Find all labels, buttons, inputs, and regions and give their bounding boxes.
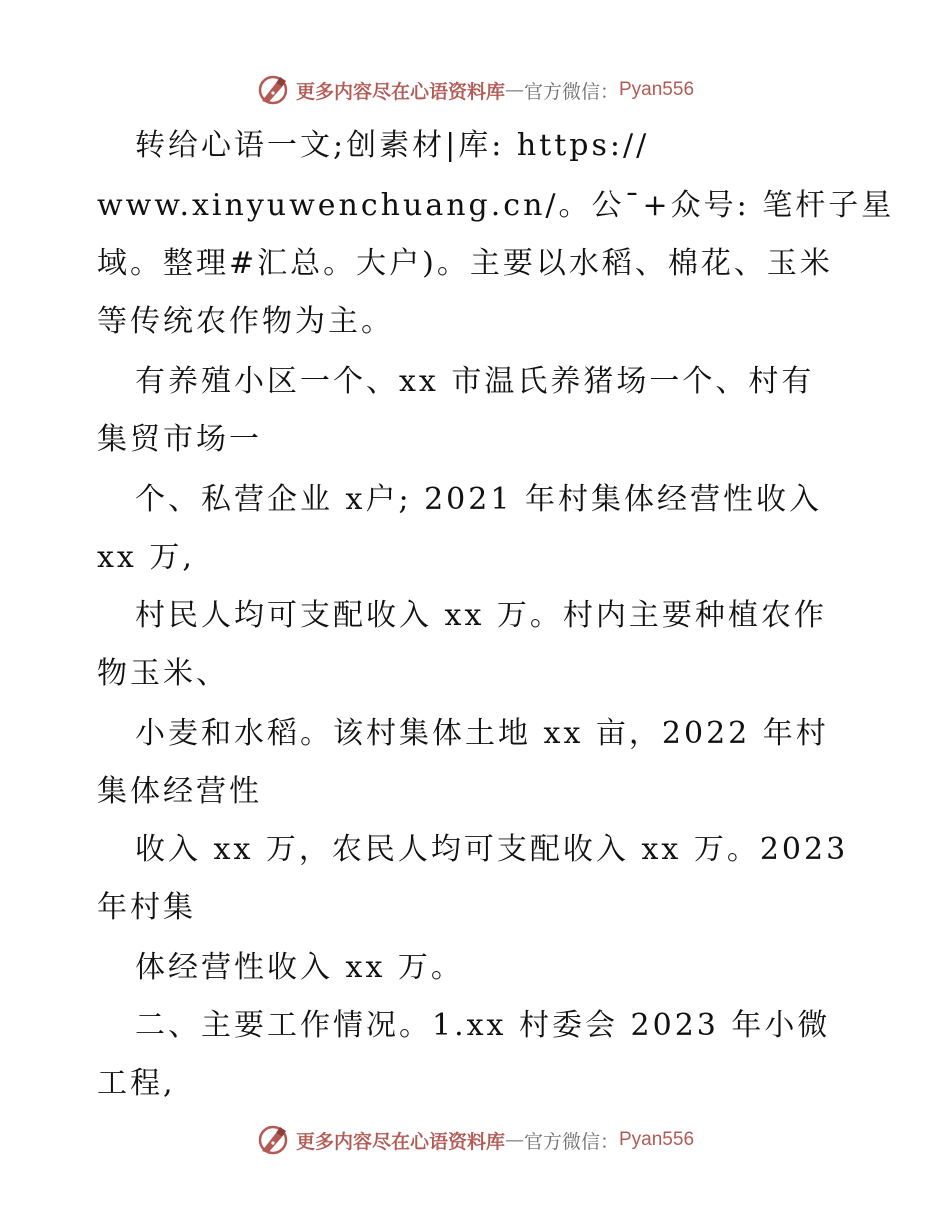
banner-wechat-label: 官方微信： bbox=[523, 80, 619, 103]
text-line-15: 体经营性收入 xx 万。 bbox=[135, 950, 464, 985]
footer-banner bbox=[0, 1120, 950, 1160]
text-line-11: 小麦和水稻。该村集体土地 xx 亩，2022 年村 bbox=[135, 716, 829, 751]
pen-nib-logo-icon bbox=[256, 73, 290, 107]
text-line-4: 等传统农作物为主。 bbox=[97, 304, 394, 339]
text-line-10: 物玉米、 bbox=[97, 656, 229, 691]
text-line-1: 转给心语一文;创素材|库: https:// bbox=[135, 128, 650, 163]
text-line-17: 工程, bbox=[97, 1066, 176, 1101]
text-line-13: 收入 xx 万，农民人均可支配收入 xx 万。2023 bbox=[135, 832, 849, 867]
text-line-9: 村民人均可支配收入 xx 万。村内主要种植农作 bbox=[135, 598, 827, 633]
text-line-14: 年村集 bbox=[97, 890, 196, 925]
text-line-8: xx 万, bbox=[97, 540, 195, 575]
banner-wechat-id: Pyan556 bbox=[619, 79, 695, 100]
banner-main-text: 更多内容尽在心语资料库 bbox=[295, 1130, 505, 1153]
text-line-6: 集贸市场一 bbox=[97, 422, 262, 457]
banner-dash: — bbox=[504, 79, 524, 101]
text-line-2: www.xinyuwenchuang.cn/。公¯+众号: 笔杆子星 bbox=[97, 188, 895, 223]
text-line-12: 集体经营性 bbox=[97, 774, 262, 809]
banner-dash: — bbox=[504, 1129, 524, 1151]
banner-main-text: 更多内容尽在心语资料库 bbox=[295, 80, 505, 103]
text-line-7: 个、私营企业 x户; 2021 年村集体经营性收入 bbox=[135, 482, 822, 517]
banner-wechat-id: Pyan556 bbox=[619, 1129, 695, 1150]
header-banner bbox=[0, 70, 950, 110]
banner-wechat-label: 官方微信： bbox=[523, 1130, 619, 1153]
text-line-5: 有养殖小区一个、xx 市温氏养猪场一个、村有 bbox=[135, 364, 815, 399]
pen-nib-logo-icon bbox=[256, 1123, 290, 1157]
text-line-3: 域。整理#汇总。大户)。主要以水稻、棉花、玉米 bbox=[97, 246, 833, 281]
text-line-16: 二、主要工作情况。1.xx 村委会 2023 年小微 bbox=[135, 1008, 831, 1043]
